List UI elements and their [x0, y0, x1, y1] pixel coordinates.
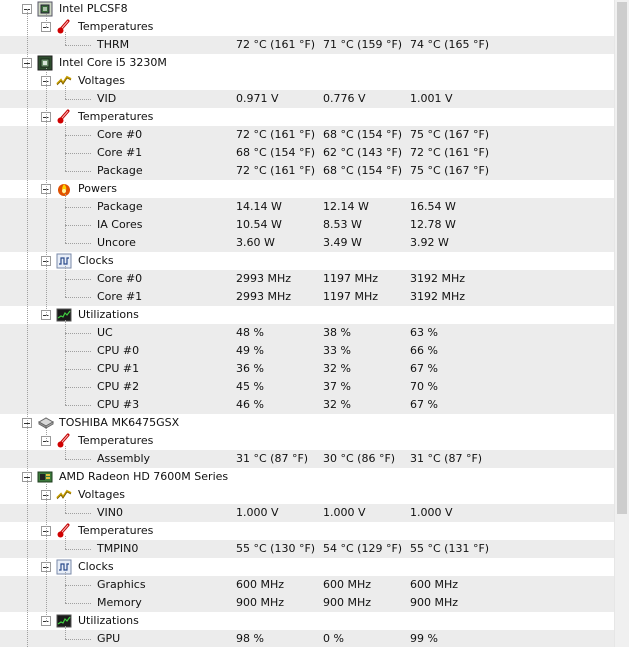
tree-connector-line [65, 639, 91, 640]
group-name: Utilizations [78, 308, 139, 321]
sensor-min: 1197 MHz [323, 290, 379, 303]
device-row[interactable] [0, 468, 614, 486]
tree-connector-line [65, 351, 91, 352]
sensor-group-row[interactable] [0, 108, 614, 126]
sensor-group-row[interactable] [0, 558, 614, 576]
sensor-value: 1.000 V [236, 506, 279, 519]
sensor-row[interactable] [0, 288, 614, 306]
sensor-max: 67 % [410, 362, 438, 375]
sensor-name: VID [97, 92, 117, 105]
sensor-value: 72 °C (161 °F) [236, 38, 316, 51]
sensor-group-row[interactable] [0, 486, 614, 504]
group-name: Clocks [78, 254, 114, 267]
sensor-max: 75 °C (167 °F) [410, 128, 490, 141]
group-name: Clocks [78, 560, 114, 573]
tree-connector-line [46, 441, 51, 442]
device-name: Intel Core i5 3230M [59, 56, 167, 69]
sensor-max: 63 % [410, 326, 438, 339]
sensor-row[interactable] [0, 126, 614, 144]
graphics-card-icon [37, 469, 53, 485]
sensor-value: 68 °C (154 °F) [236, 146, 316, 159]
tree-connector-line [65, 603, 91, 604]
sensor-value: 98 % [236, 632, 264, 645]
tree-connector-line [46, 261, 51, 262]
sensor-name: Package [97, 164, 143, 177]
device-row[interactable] [0, 54, 614, 72]
sensor-name: VIN0 [97, 506, 123, 519]
sensor-row[interactable] [0, 360, 614, 378]
sensor-max: 3.92 W [410, 236, 449, 249]
sensor-min: 30 °C (86 °F) [323, 452, 396, 465]
sensor-value: 2993 MHz [236, 290, 292, 303]
sensor-row[interactable] [0, 234, 614, 252]
tree-connector-line [65, 207, 91, 208]
sensor-name: Package [97, 200, 143, 213]
sensor-row[interactable] [0, 342, 614, 360]
sensor-max: 1.001 V [410, 92, 453, 105]
sensor-min: 68 °C (154 °F) [323, 164, 403, 177]
tree-connector-line [65, 45, 91, 46]
sensor-name: IA Cores [97, 218, 143, 231]
sensor-name: Core #1 [97, 290, 143, 303]
sensor-group-row[interactable] [0, 522, 614, 540]
sensor-value: 2993 MHz [236, 272, 292, 285]
sensor-name: Memory [97, 596, 142, 609]
sensor-name: Core #1 [97, 146, 143, 159]
thermometer-icon [56, 523, 72, 539]
sensor-row[interactable] [0, 216, 614, 234]
sensor-value: 49 % [236, 344, 264, 357]
tree-connector-line [46, 81, 51, 82]
sensor-max: 3192 MHz [410, 290, 466, 303]
sensor-group-row[interactable] [0, 612, 614, 630]
motherboard-chip-icon [37, 1, 53, 17]
sensor-min: 38 % [323, 326, 351, 339]
sensor-row[interactable] [0, 504, 614, 522]
sensor-row[interactable] [0, 396, 614, 414]
sensor-group-row[interactable] [0, 72, 614, 90]
voltage-icon [56, 73, 72, 89]
tree-connector-line [65, 32, 66, 45]
vertical-scrollbar[interactable] [614, 0, 629, 647]
tree-connector-line [27, 9, 28, 647]
sensor-min: 900 MHz [323, 596, 372, 609]
sensor-min: 71 °C (159 °F) [323, 38, 403, 51]
sensor-name: Uncore [97, 236, 136, 249]
sensor-group-row[interactable] [0, 18, 614, 36]
sensor-row[interactable] [0, 324, 614, 342]
sensor-max: 55 °C (131 °F) [410, 542, 490, 555]
thermometer-icon [56, 109, 72, 125]
sensor-row[interactable] [0, 540, 614, 558]
sensor-value: 3.60 W [236, 236, 275, 249]
sensor-value: 45 % [236, 380, 264, 393]
sensor-row[interactable] [0, 630, 614, 647]
sensor-max: 99 % [410, 632, 438, 645]
tree-connector-line [65, 153, 91, 154]
group-name: Temperatures [78, 20, 154, 33]
sensor-min: 0.776 V [323, 92, 366, 105]
sensor-name: CPU #0 [97, 344, 140, 357]
sensor-min: 54 °C (129 °F) [323, 542, 403, 555]
sensor-name: Assembly [97, 452, 151, 465]
group-name: Powers [78, 182, 117, 195]
sensor-value: 55 °C (130 °F) [236, 542, 316, 555]
utilization-graph-icon [56, 613, 72, 629]
sensor-max: 3192 MHz [410, 272, 466, 285]
tree-connector-line [65, 243, 91, 244]
sensor-min: 32 % [323, 398, 351, 411]
thermometer-icon [56, 19, 72, 35]
tree-connector-line [65, 333, 91, 334]
sensor-min: 8.53 W [323, 218, 362, 231]
sensor-value: 10.54 W [236, 218, 282, 231]
device-row[interactable] [0, 414, 614, 432]
tree-connector-line [46, 68, 47, 315]
sensor-group-row[interactable] [0, 306, 614, 324]
sensor-max: 12.78 W [410, 218, 456, 231]
sensor-value: 36 % [236, 362, 264, 375]
tree-connector-line [65, 99, 91, 100]
tree-connector-line [46, 495, 51, 496]
clock-wave-icon [56, 253, 72, 269]
sensor-value: 46 % [236, 398, 264, 411]
sensor-name: THRM [97, 38, 130, 51]
device-name: Intel PLCSF8 [59, 2, 128, 15]
sensor-min: 68 °C (154 °F) [323, 128, 403, 141]
sensor-max: 70 % [410, 380, 438, 393]
tree-connector-line [65, 279, 91, 280]
sensor-value: 72 °C (161 °F) [236, 128, 316, 141]
power-flame-icon [56, 181, 72, 197]
sensor-name: GPU [97, 632, 121, 645]
sensor-min: 33 % [323, 344, 351, 357]
sensor-min: 62 °C (143 °F) [323, 146, 403, 159]
tree-connector-line [65, 585, 91, 586]
sensor-min: 1197 MHz [323, 272, 379, 285]
sensor-max: 72 °C (161 °F) [410, 146, 490, 159]
sensor-row[interactable] [0, 576, 614, 594]
tree-connector-line [46, 189, 51, 190]
scrollbar-thumb[interactable] [617, 2, 627, 514]
hard-drive-icon [37, 415, 53, 431]
tree-connector-line [65, 572, 66, 603]
tree-connector-line [65, 549, 91, 550]
group-name: Temperatures [78, 524, 154, 537]
sensor-value: 14.14 W [236, 200, 282, 213]
sensor-value: 600 MHz [236, 578, 285, 591]
sensor-value: 72 °C (161 °F) [236, 164, 316, 177]
sensor-value: 48 % [236, 326, 264, 339]
tree-connector-line [65, 369, 91, 370]
sensor-min: 600 MHz [323, 578, 372, 591]
sensor-row[interactable] [0, 36, 614, 54]
tree-connector-line [65, 266, 66, 297]
tree-connector-line [65, 459, 91, 460]
utilization-graph-icon [56, 307, 72, 323]
sensor-max: 600 MHz [410, 578, 459, 591]
tree-connector-line [65, 513, 91, 514]
sensor-min: 12.14 W [323, 200, 369, 213]
thermometer-icon [56, 433, 72, 449]
tree-connector-line [65, 320, 66, 405]
tree-connector-line [46, 117, 51, 118]
tree-connector-line [65, 135, 91, 136]
sensor-value: 31 °C (87 °F) [236, 452, 309, 465]
sensor-max: 66 % [410, 344, 438, 357]
sensor-min: 1.000 V [323, 506, 366, 519]
sensor-min: 37 % [323, 380, 351, 393]
sensor-name: CPU #3 [97, 398, 140, 411]
sensor-name: CPU #2 [97, 380, 140, 393]
tree-connector-line [46, 428, 47, 441]
device-row[interactable] [0, 0, 614, 18]
sensor-value: 900 MHz [236, 596, 285, 609]
sensor-group-row[interactable] [0, 432, 614, 450]
sensor-row[interactable] [0, 594, 614, 612]
group-name: Temperatures [78, 434, 154, 447]
device-name: AMD Radeon HD 7600M Series [59, 470, 229, 483]
tree-connector-line [46, 621, 51, 622]
tree-connector-line [65, 86, 66, 99]
tree-connector-line [65, 500, 66, 513]
sensor-max: 75 °C (167 °F) [410, 164, 490, 177]
sensor-max: 31 °C (87 °F) [410, 452, 483, 465]
tree-connector-line [65, 122, 66, 171]
sensor-value: 0.971 V [236, 92, 279, 105]
sensor-min: 0 % [323, 632, 344, 645]
cpu-chip-icon [37, 55, 53, 71]
tree-connector-line [65, 626, 66, 639]
group-name: Temperatures [78, 110, 154, 123]
group-name: Voltages [78, 74, 125, 87]
sensor-max: 67 % [410, 398, 438, 411]
sensor-row[interactable] [0, 90, 614, 108]
sensor-row[interactable] [0, 198, 614, 216]
sensor-name: Graphics [97, 578, 146, 591]
tree-connector-line [65, 225, 91, 226]
sensor-max: 1.000 V [410, 506, 453, 519]
sensor-row[interactable] [0, 378, 614, 396]
sensor-row[interactable] [0, 270, 614, 288]
tree-connector-line [65, 405, 91, 406]
tree-connector-line [46, 14, 47, 27]
sensor-name: Core #0 [97, 128, 143, 141]
clock-wave-icon [56, 559, 72, 575]
tree-connector-line [46, 531, 51, 532]
tree-connector-line [65, 536, 66, 549]
sensor-name: CPU #1 [97, 362, 140, 375]
group-name: Utilizations [78, 614, 139, 627]
sensor-max: 74 °C (165 °F) [410, 38, 490, 51]
group-name: Voltages [78, 488, 125, 501]
sensor-name: Core #0 [97, 272, 143, 285]
sensor-min: 32 % [323, 362, 351, 375]
tree-connector-line [65, 194, 66, 243]
voltage-icon [56, 487, 72, 503]
sensor-group-row[interactable] [0, 252, 614, 270]
sensor-row[interactable] [0, 450, 614, 468]
tree-connector-line [65, 446, 66, 459]
sensor-row[interactable] [0, 162, 614, 180]
tree-connector-line [46, 315, 51, 316]
sensor-max: 900 MHz [410, 596, 459, 609]
tree-connector-line [65, 171, 91, 172]
tree-connector-line [46, 482, 47, 621]
tree-connector-line [46, 567, 51, 568]
sensor-name: TMPIN0 [97, 542, 139, 555]
tree-connector-line [46, 27, 51, 28]
sensor-min: 3.49 W [323, 236, 362, 249]
sensor-max: 16.54 W [410, 200, 456, 213]
device-name: TOSHIBA MK6475GSX [59, 416, 180, 429]
tree-connector-line [65, 387, 91, 388]
tree-connector-line [65, 297, 91, 298]
sensor-row[interactable] [0, 144, 614, 162]
sensor-group-row[interactable] [0, 180, 614, 198]
sensor-name: UC [97, 326, 113, 339]
